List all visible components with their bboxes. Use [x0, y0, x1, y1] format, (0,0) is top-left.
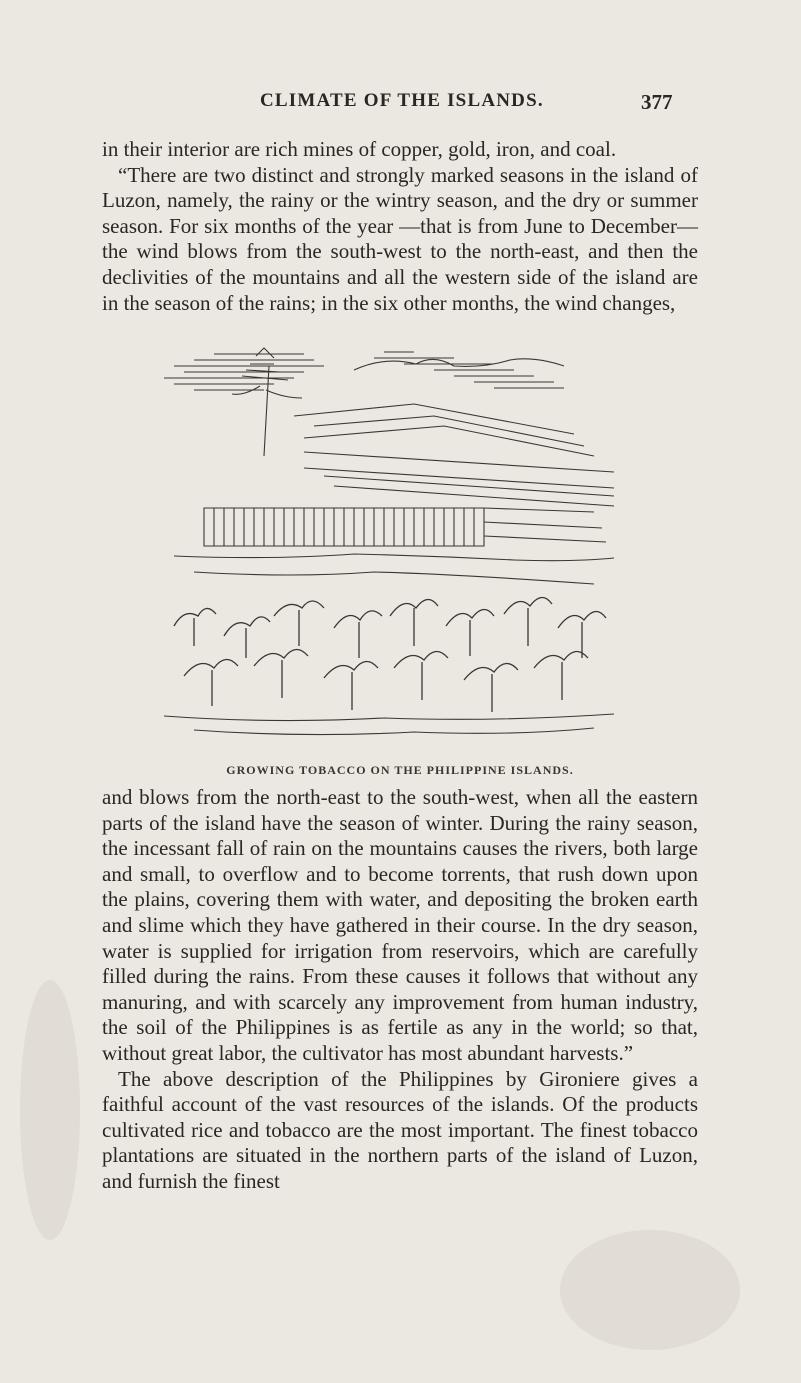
paragraph: “There are two distinct and strongly marked seasons in the island of Luzon, namely, the rainy or the wintry season, and the dry or summer season. For six months of the year —that is from June to December—the wind blows from the south-west to the north-east, and then the declivities of the mountains and all the western side of the island are in the season of the rains; in the six other months, the wind changes, [102, 162, 698, 315]
text-block-top [102, 137, 698, 316]
running-head [0, 90, 801, 120]
paper-stain [560, 1230, 740, 1350]
paragraph: The above description of the Philippines by Gironiere gives a faithful account of the vast resources of the islands. Of the products cultivated rice and tobacco are the most important. The finest tobacco plantations are situated in the northern parts of the island of Luzon, and furnish the finest [102, 1066, 698, 1193]
page-number: 377 [641, 90, 673, 114]
tobacco-field-illustration [154, 346, 622, 744]
paragraph: in their interior are rich mines of copper, gold, iron, and coal. [102, 137, 617, 161]
figure-caption: GROWING TOBACCO ON THE PHILIPPINE ISLANDS. [226, 763, 574, 777]
text-block-bottom [102, 785, 698, 1195]
paragraph: and blows from the north-east to the south-west, when all the eastern parts of the island have the season of winter. During the rainy season, the incessant fall of rain on the mountains causes the rivers, both large and small, to overflow and to become torrents, that rush down upon the plains, covering them with water, and depositing the broken earth and slime which they have gathered in their course. In the dry season, water is supplied for irrigation from reservoirs, which are carefully filled during the rains. From these causes it follows that without any manuring, and with scarcely any improvement from human industry, the soil of the Philippines is as fertile as any in the world; so that, without great labor, the cultivator has most abundant harvests.” [102, 785, 698, 1065]
running-title: CLIMATE OF THE ISLANDS. [260, 90, 544, 111]
paper-stain [20, 980, 80, 1240]
